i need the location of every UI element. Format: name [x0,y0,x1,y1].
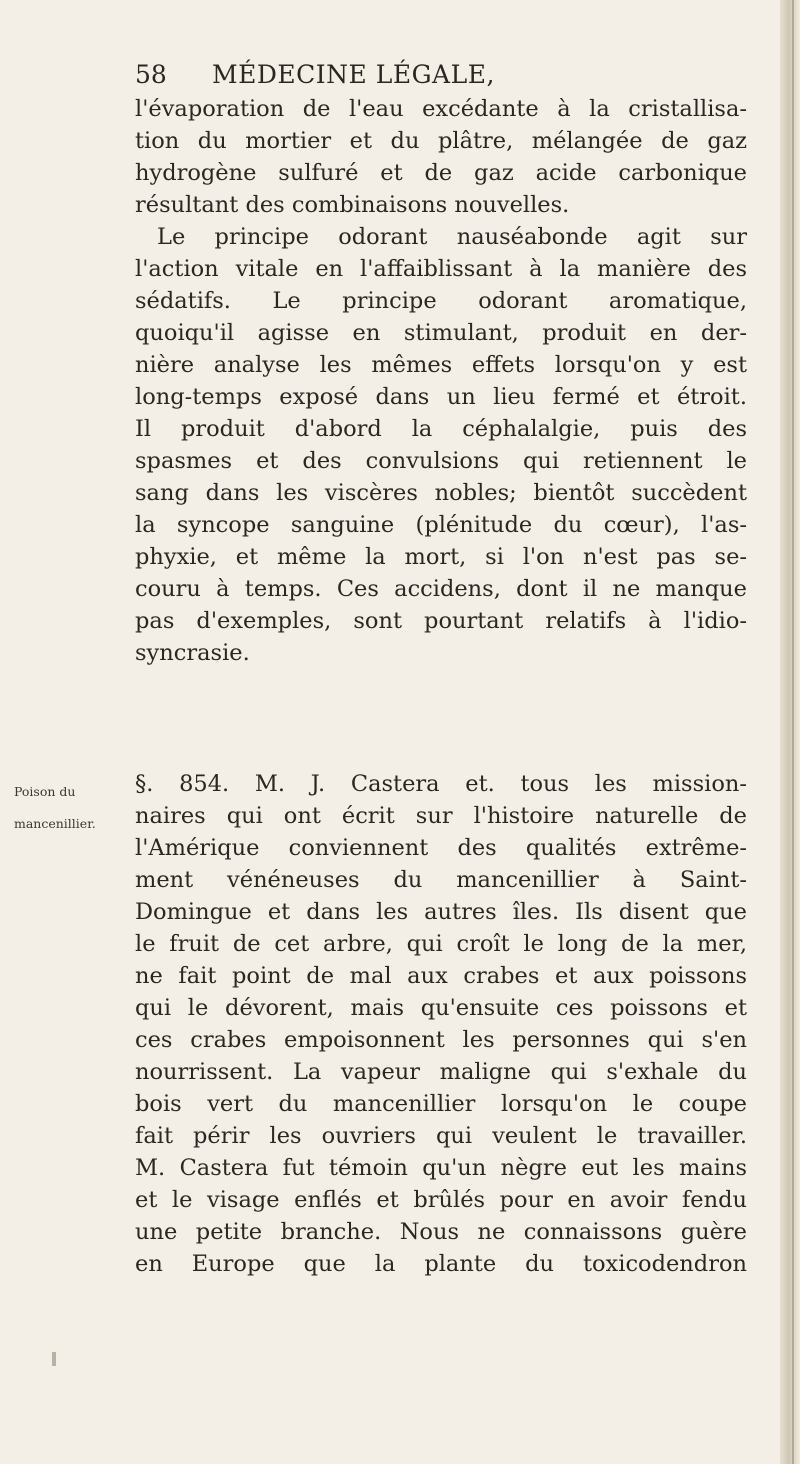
text-line: Il produit d'abord la céphalalgie, puis des [135,416,747,442]
text-line: et le visage enflés et brûlés pour en avoir fendu [135,1187,747,1213]
text-line: nière analyse les mêmes effets lorsqu'on y est [135,352,747,378]
page-number: 58 [135,60,167,89]
page-edge-line [792,0,794,1464]
page-edge [780,0,800,1464]
text-line: fait périr les ouvriers qui veulent le travailler. [135,1123,747,1149]
text-line: l'évaporation de l'eau excédante à la cristallisa- [135,96,747,122]
text-line: bois vert du mancenillier lorsqu'on le coupe [135,1091,747,1117]
text-line: nourrissent. La vapeur maligne qui s'exhale du [135,1059,747,1085]
text-line: long-temps exposé dans un lieu fermé et étroit. [135,384,747,410]
text-line: résultant des combinaisons nouvelles. [135,192,570,218]
text-line: naires qui ont écrit sur l'histoire naturelle de [135,803,747,829]
text-line: ne fait point de mal aux crabes et aux poissons [135,963,747,989]
page-mark [52,1352,56,1366]
text-line: le fruit de cet arbre, qui croît le long de la mer, [135,931,747,957]
paragraph-block-1 [135,93,747,669]
margin-note [14,776,124,840]
text-line: qui le dévorent, mais qu'ensuite ces poissons et [135,995,747,1021]
text-line: §. 854. M. J. Castera et. tous les mission- [135,771,747,797]
margin-note-line: mancenillier. [14,816,96,831]
text-line: spasmes et des convulsions qui retiennent le [135,448,747,474]
page-title: MÉDECINE LÉGALE, [212,60,495,89]
text-line: l'action vitale en l'affaiblissant à la manière des [135,256,747,282]
text-line: la syncope sanguine (plénitude du cœur), l'as- [135,512,747,538]
text-line: quoiqu'il agisse en stimulant, produit en der- [135,320,747,346]
text-line: couru à temps. Ces accidens, dont il ne manque [135,576,747,602]
text-line: syncrasie. [135,640,250,666]
text-line: pas d'exemples, sont pourtant relatifs à l'idio- [135,608,747,634]
text-line: ment vénéneuses du mancenillier à Saint- [135,867,747,893]
text-line: sang dans les viscères nobles; bientôt succèdent [135,480,747,506]
text-line: l'Amérique conviennent des qualités extrême- [135,835,747,861]
text-line: ces crabes empoisonnent les personnes qui s'en [135,1027,747,1053]
text-line: Le principe odorant nauséabonde agit sur [157,224,747,250]
running-head [135,58,745,92]
text-line: sédatifs. Le principe odorant aromatique, [135,288,747,314]
text-line: phyxie, et même la mort, si l'on n'est pas se- [135,544,747,570]
text-line: M. Castera fut témoin qu'un nègre eut les mains [135,1155,747,1181]
text-line: une petite branche. Nous ne connaissons guère [135,1219,747,1245]
text-line: hydrogène sulfuré et de gaz acide carbonique [135,160,747,186]
text-line: tion du mortier et du plâtre, mélangée de gaz [135,128,747,154]
text-line: en Europe que la plante du toxicodendron [135,1251,747,1277]
margin-note-line: Poison du [14,784,76,799]
paragraph-block-2 [135,768,747,1280]
text-line: Domingue et dans les autres îles. Ils disent que [135,899,747,925]
